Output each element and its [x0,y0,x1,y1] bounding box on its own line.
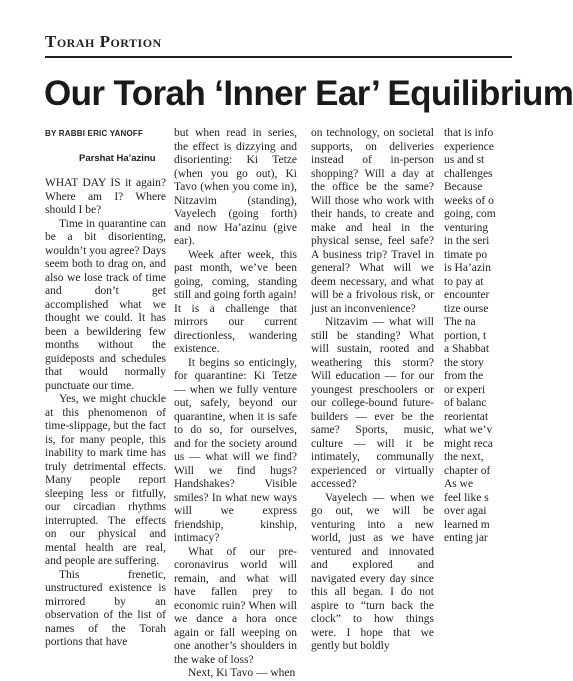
cropped-line: in the seri [444,235,490,247]
cropped-line: tize ourse [444,302,489,315]
cropped-line: encounter [444,289,490,301]
parsha-subheading: Parshat Ha’azinu [79,153,156,164]
paragraph: What of our pre-coronavirus world will remain, and what will have fallen prey to economic ruin? When will we dance a hora once again or fall weeping on one another’s shoulders in the wake of loss? [174,545,297,666]
cropped-line: going, com [444,208,496,220]
paragraph: It begins so enticingly, for quarantine: Ki Tetze — when we fully venture out, safely, beyond our quarantine, when it is safe to do so, for ourselves, and for the society around us — what will we find? Will we find hugs? Handshakes? Visible smiles? In what new ways will we express friendship, kinship, intimacy? [174,356,297,544]
cropped-line: experience [444,140,494,153]
cropped-line: enting jar [444,532,488,544]
cropped-line: weeks of o [444,194,494,207]
cropped-line: feel like s [444,491,489,504]
cropped-line: over agai [444,505,487,517]
cropped-line: is Ha’azin [444,262,491,274]
article-column-4-cropped [444,127,554,546]
cropped-line: from the [444,370,484,382]
paragraph: Time in quarantine can be a bit disorienting, wouldn’t you agree? Days seem both to drag on, and also we lose track of time and don’t get accomplished what we thought we could. It has been a bewildering few months without the guideposts and schedules that would normally punctuate our time. [45,217,166,392]
cropped-line: As we [444,478,474,490]
paragraph: This frenetic, unstructured existence is mirrored by an observation of the list of names of the Torah portions that have [45,568,166,648]
cropped-line: challenges [444,167,493,180]
paragraph: on technology, on societal supports, on deliveries instead of in-person shopping? Will a day at the office be the same? Will those who work with their hands, to create and make and heal in the physical sense, feel safe? A business trip? Travel in general? What will we deem necessary, and what will be a frivolous risk, or just an inconvenience? [311,127,434,315]
paragraph: Next, Ki Tavo — when [188,667,296,679]
cropped-line: that is info [444,127,494,139]
cropped-line: a Shabbat [444,343,490,355]
cropped-line: learned m [444,518,490,531]
byline: BY RABBI ERIC YANOFF [45,129,144,138]
section-rule [45,56,512,58]
article-headline: Our Torah ‘Inner Ear’ Equilibrium [44,74,573,113]
paragraph: WHAT DAY IS it again? Where am I? Where should I be? [45,177,166,216]
cropped-line: timate po [444,248,488,261]
cropped-line: us and st [444,154,485,166]
cropped-line: what we’v [444,424,493,436]
section-label: Torah Portion [45,32,162,51]
cropped-line: Because [444,181,483,193]
cropped-line: venturing [444,221,489,234]
cropped-line: the next, [444,451,484,463]
article-column-1 [45,177,166,650]
cropped-line: reorientat [444,410,489,423]
cropped-line: The na [444,316,476,328]
cropped-line: chapter of [444,464,491,477]
cropped-line: might reca [444,437,493,450]
article-column-3 [311,127,434,654]
cropped-line: of balanc [444,397,487,409]
paragraph: but when read in series, the effect is dizzying and disorienting: Ki Tetze (when you go out), Ki Tavo (when you come in), Nitzavim (standing), Vayelech (going forth) and now Ha’azinu (give ear). [174,127,297,247]
paragraph: Yes, we might chuckle at this phenomenon of time-slippage, but the fact is, for many people, this inability to mark time has truly detrimental effects. Many people report sleeping less or fitfully, our circadian rhythms interrupted. The effects on our physical and mental health are real, and people are suffering. [45,393,166,567]
article-column-2 [174,127,297,681]
paragraph: Week after week, this past month, we’ve been going, coming, standing still and going forth again! It is a challenge that mirrors our current directionless, wandering existence. [174,248,297,355]
cropped-line: to pay at [444,275,484,288]
cropped-line: the story [444,356,484,369]
cropped-line: portion, t [444,329,487,342]
paragraph: Vayelech — when we go out, we will be venturing into a new world, just as we have ventured and innovated and explored and navigated every day since this all began. I do not aspire to “turn back the clock” to how things were. I hope that we gently but boldly [311,491,434,652]
cropped-line: or experi [444,383,486,396]
paragraph: Nitzavim — what will still be standing? What will sustain, rooted and weathering this storm? Will education — for our youngest preschoolers or our college-bound future-builders — ever be the same? Sports, music, culture — will it be intimately, communally experienced or virtually accessed? [311,316,434,490]
